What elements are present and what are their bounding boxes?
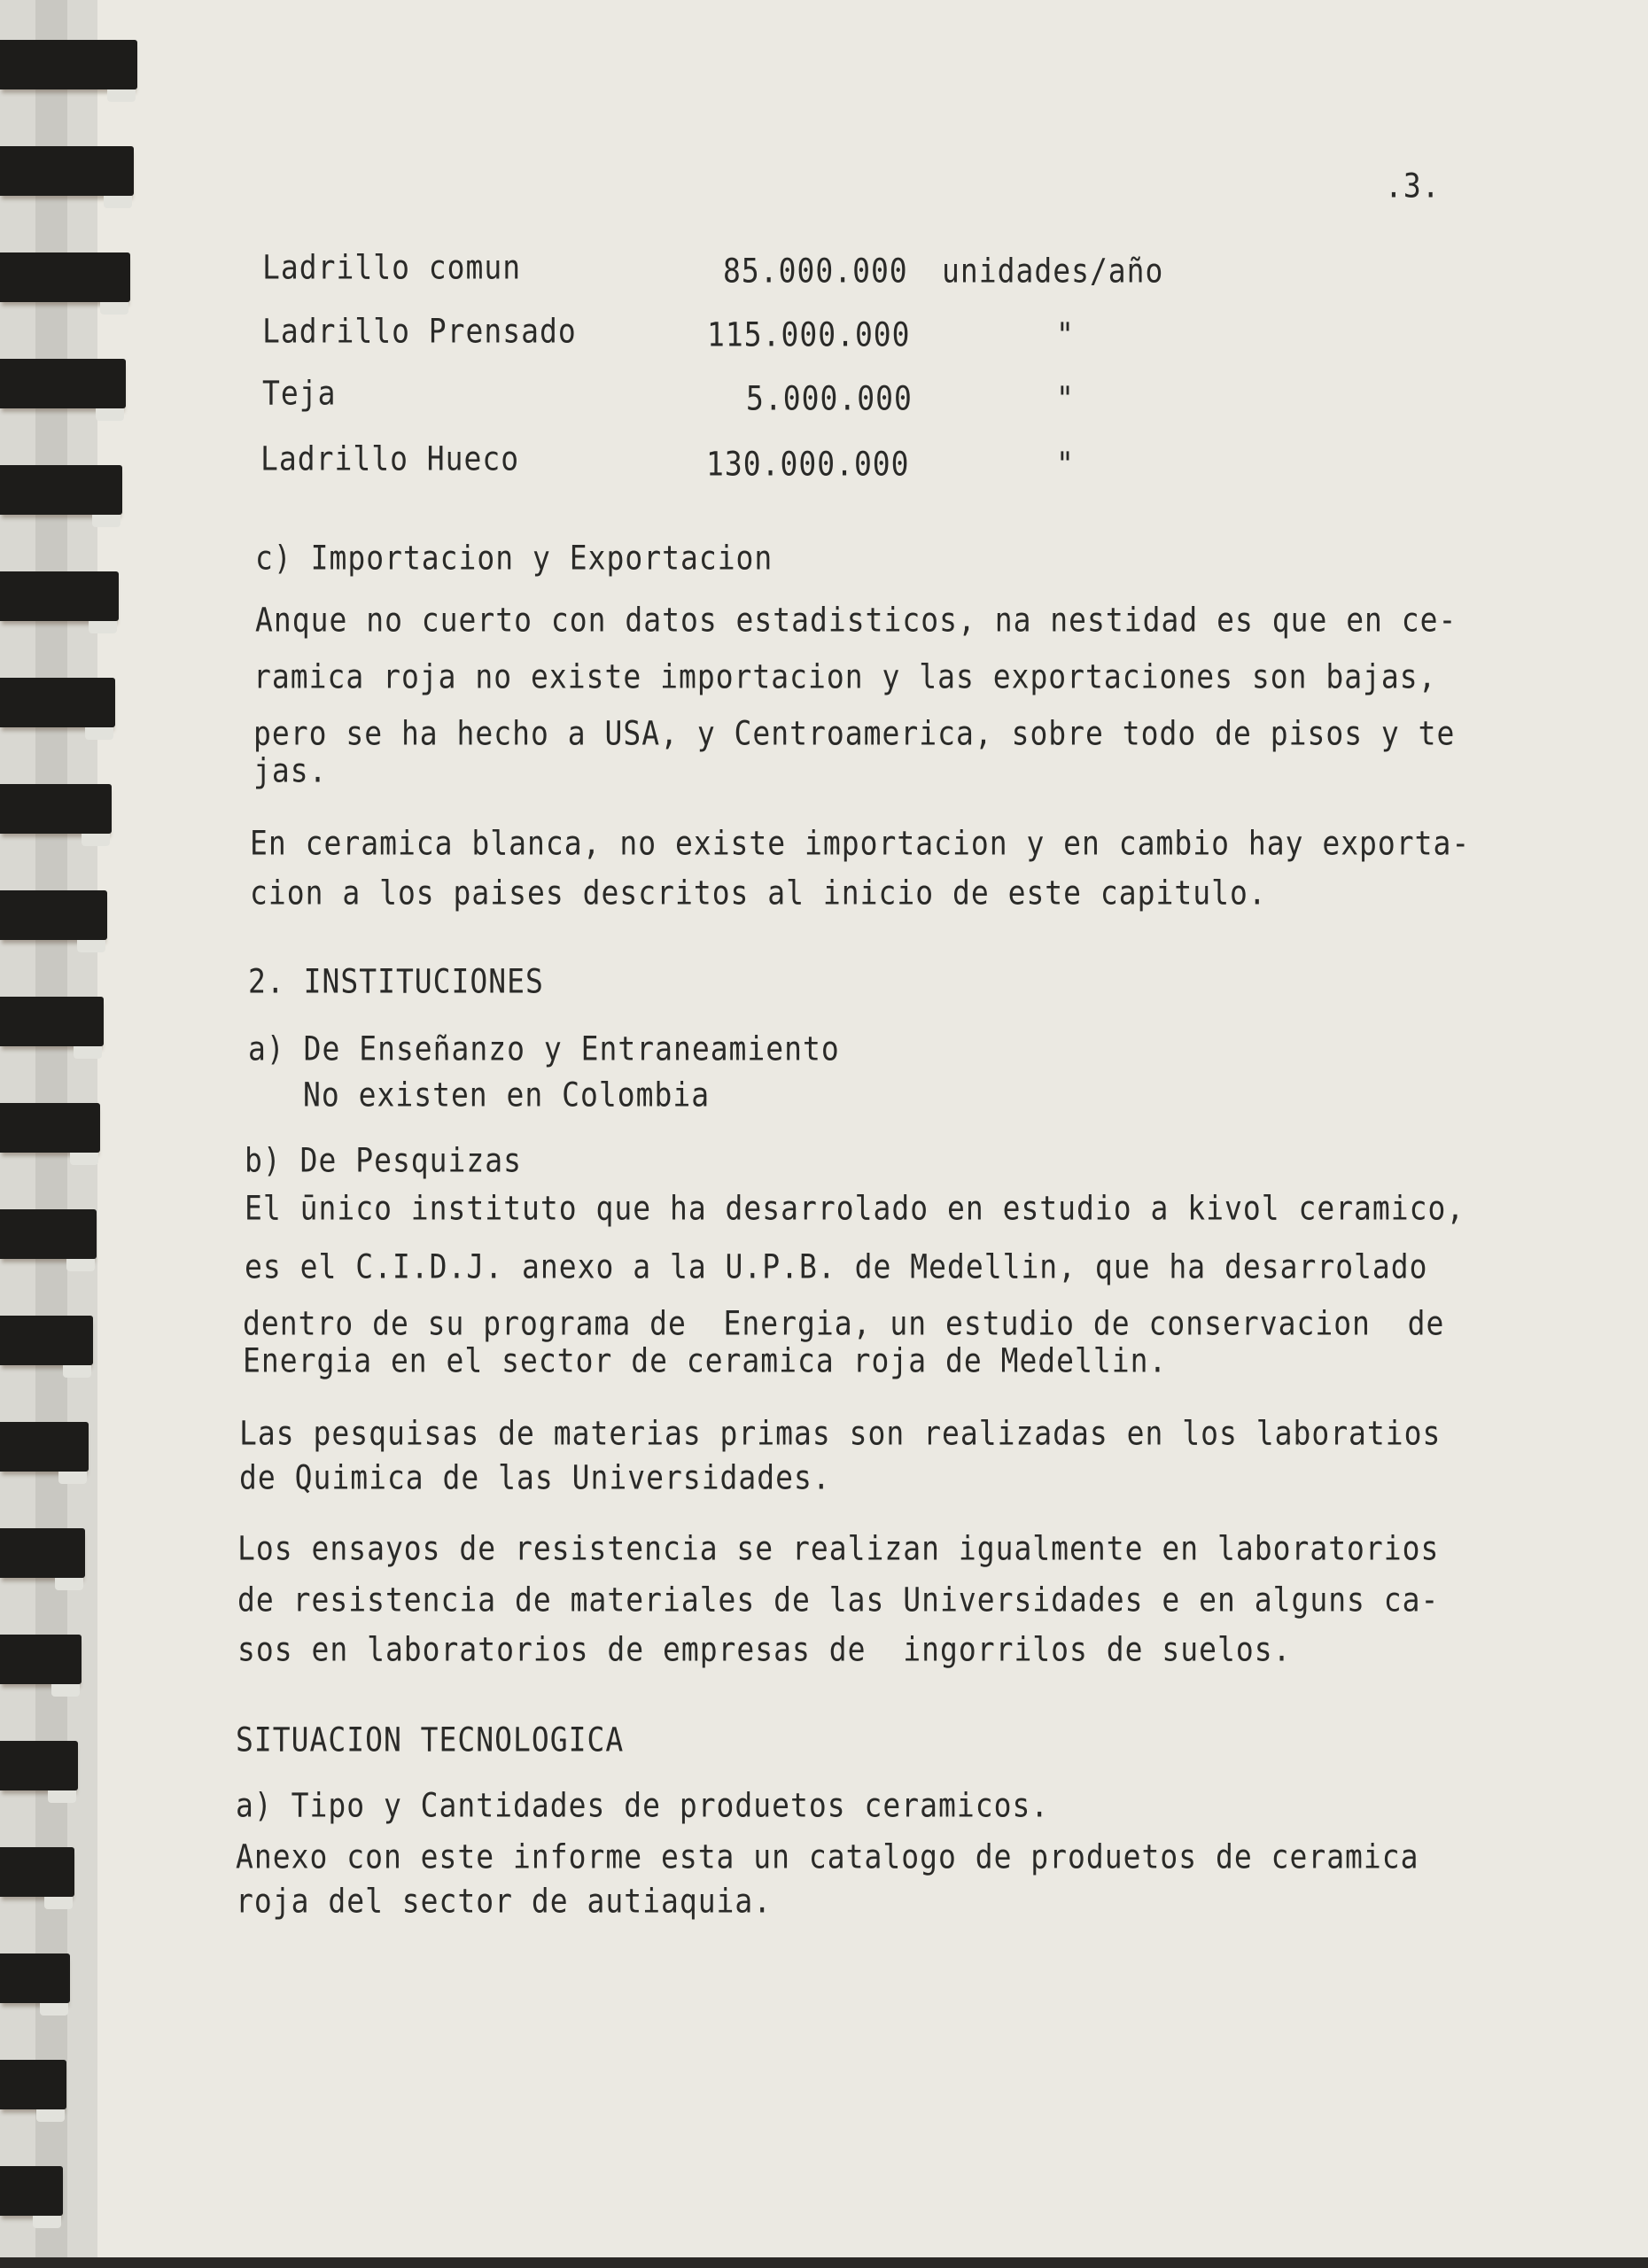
product-name: Ladrillo Prensado [262, 312, 577, 351]
binding-comb-tab [85, 727, 113, 740]
binding-comb [0, 2166, 63, 2216]
binding-comb-tab [70, 1153, 98, 1165]
binding-comb-tab [33, 2216, 61, 2228]
binding-comb [0, 1209, 97, 1259]
product-unit: unidades/año [942, 252, 1164, 291]
section-heading: SITUACION TECNOLOGICA [236, 1720, 625, 1759]
binding-comb-tab [58, 1472, 87, 1484]
binding-comb [0, 359, 126, 408]
text-line: El ūnico instituto que ha desarrolado en estudio a kivol ceramico, [245, 1189, 1465, 1228]
binding-comb [0, 146, 134, 196]
text-line: En ceramica blanca, no existe importacion y en cambio hay exporta- [250, 824, 1471, 863]
binding-comb-tab [82, 834, 110, 846]
binding-comb-tab [100, 302, 128, 315]
binding-comb [0, 1103, 100, 1153]
subsection-heading: a) Tipo y Cantidades de produetos ceramicos. [236, 1786, 1050, 1825]
subsection-heading: b) De Pesquizas [245, 1141, 523, 1180]
binding-comb-tab [36, 2109, 65, 2122]
binding-comb [0, 1741, 78, 1790]
text-line: dentro de su programa de Energia, un estudio de conservacion de [243, 1304, 1445, 1343]
page-number: .3. [1385, 167, 1441, 206]
section-heading: 2. INSTITUCIONES [248, 962, 544, 1001]
text-line: de resistencia de materiales de las Universidades e en alguns ca- [237, 1581, 1440, 1619]
text-line: Las pesquisas de materias primas son realizadas en los laboratios [239, 1414, 1442, 1453]
binding-comb-tab [44, 1897, 73, 1909]
text-line: es el C.I.D.J. anexo a la U.P.B. de Medellin, que ha desarrolado [245, 1247, 1428, 1286]
binding-comb-tab [89, 621, 117, 633]
product-quantity: 115.000.000 [707, 315, 911, 354]
product-name: Ladrillo Hueco [260, 439, 520, 478]
subsection-heading: a) De Enseñanzo y Entraneamiento [248, 1029, 840, 1068]
binding-comb [0, 1847, 74, 1897]
binding-comb-tab [48, 1790, 76, 1803]
binding-comb [0, 784, 112, 834]
text-line: pero se ha hecho a USA, y Centroamerica, sobre todo de pisos y te [253, 714, 1456, 753]
binding-comb [0, 465, 122, 515]
binding-comb-tab [107, 89, 136, 102]
text-line: de Quimica de las Universidades. [239, 1458, 831, 1497]
binding-comb-tab [55, 1578, 83, 1590]
product-quantity: 85.000.000 [723, 252, 908, 291]
product-unit: " [1056, 379, 1075, 418]
text-line: ramica roja no existe importacion y las exportaciones son bajas, [253, 657, 1437, 696]
binding-comb [0, 678, 115, 727]
text-line: sos en laboratorios de empresas de ingorrilos de suelos. [237, 1630, 1292, 1669]
product-name: Teja [262, 374, 337, 413]
binding-comb-tab [40, 2003, 68, 2016]
text-line: Anque no cuerto con datos estadisticos, na nestidad es que en ce- [255, 601, 1458, 640]
binding-comb [0, 2060, 66, 2109]
text-line: Energia en el sector de ceramica roja de Medellin. [243, 1341, 1168, 1380]
text-line: Anexo con este informe esta un catalogo de produetos de ceramica [236, 1837, 1419, 1876]
product-unit: " [1056, 445, 1075, 484]
text-line: roja del sector de autiaquia. [236, 1882, 773, 1921]
binding-comb-tab [104, 196, 132, 208]
binding-comb-tab [96, 408, 124, 421]
product-quantity: 5.000.000 [746, 379, 913, 418]
product-quantity: 130.000.000 [706, 445, 910, 484]
binding-comb [0, 1316, 93, 1365]
binding-comb [0, 252, 130, 302]
binding-comb [0, 1528, 85, 1578]
binding-comb-tab [63, 1365, 91, 1378]
text-line: cion a los paises descritos al inicio de este capitulo. [250, 874, 1267, 913]
binding-comb-tab [66, 1259, 95, 1271]
binding-comb-tab [74, 1046, 102, 1059]
product-name: Ladrillo comun [262, 248, 522, 287]
binding-comb [0, 571, 119, 621]
binding-comb [0, 890, 107, 940]
text-line: No existen en Colombia [303, 1076, 711, 1115]
binding-comb [0, 40, 137, 89]
binding-comb [0, 997, 104, 1046]
section-heading: c) Importacion y Exportacion [255, 539, 773, 578]
product-unit: " [1056, 315, 1075, 354]
binding-comb [0, 1422, 89, 1472]
binding-comb [0, 1953, 70, 2003]
binding-comb-tab [92, 515, 120, 527]
binding-comb-tab [77, 940, 105, 952]
text-line: jas. [253, 751, 328, 790]
binding-comb-tab [51, 1684, 80, 1697]
text-line: Los ensayos de resistencia se realizan igualmente en laboratorios [237, 1529, 1440, 1568]
bottom-edge [0, 2257, 1648, 2268]
binding-comb [0, 1635, 82, 1684]
